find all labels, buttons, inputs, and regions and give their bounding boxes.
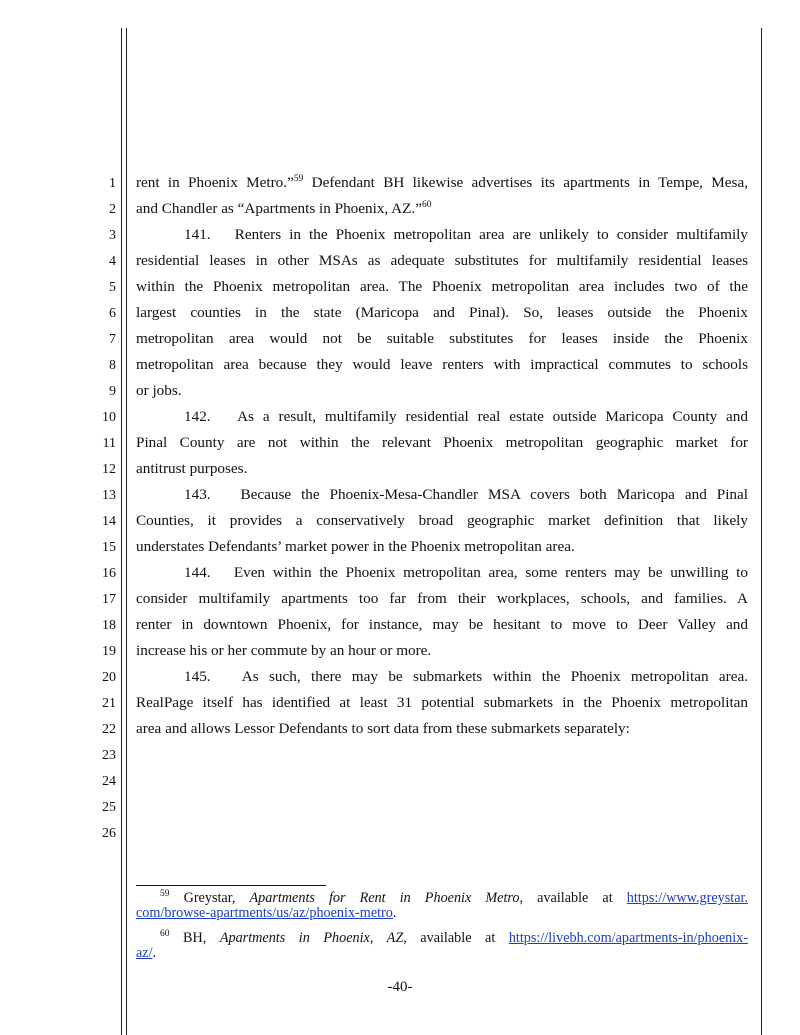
line-number: 9 xyxy=(109,384,116,399)
footnote-60-link-cont[interactable]: az/ xyxy=(136,945,153,961)
paragraph-145-start: 145. As such, there may be submarkets within the Phoenix metropolitan area. xyxy=(184,668,748,685)
line-number: 11 xyxy=(102,436,116,451)
footnote-60-cont: az/. xyxy=(136,945,157,961)
line-number: 20 xyxy=(102,670,116,685)
body-line: increase his or her commute by an hour or more. xyxy=(136,642,432,659)
left-margin-rule-inner xyxy=(126,28,127,1035)
line-number: 24 xyxy=(102,774,116,789)
paragraph-142-start: 142. As a result, multifamily residential real estate outside Maricopa County and xyxy=(184,408,748,425)
body-line: Counties, it provides a conservatively broad geographic market definition that likely xyxy=(136,512,748,529)
left-margin-rule-outer xyxy=(121,28,122,1035)
line-number: 17 xyxy=(102,592,116,607)
page-number: -40- xyxy=(387,979,413,995)
paragraph-141-start: 141. Renters in the Phoenix metropolitan area are unlikely to consider multifamily xyxy=(184,226,748,243)
footnote-separator xyxy=(136,885,326,886)
body-line: metropolitan area because they would leave renters with impractical commutes to schools xyxy=(136,356,748,373)
footnote-60-link[interactable]: https://livebh.com/apartments-in/phoenix- xyxy=(508,930,748,946)
line-number: 2 xyxy=(109,202,116,217)
line-number: 1 xyxy=(109,176,116,191)
body-line: residential leases in other MSAs as adequate substitutes for multifamily residential leases xyxy=(136,252,748,269)
body-line: RealPage itself has identified at least 31 potential submarkets in the Phoenix metropolitan xyxy=(136,694,748,711)
right-margin-rule xyxy=(761,28,762,1035)
line-number: 6 xyxy=(109,306,116,321)
line-number: 22 xyxy=(102,722,116,737)
line-number: 8 xyxy=(109,358,116,373)
line-number: 12 xyxy=(102,462,116,477)
line-number: 23 xyxy=(102,748,116,763)
line-number: 25 xyxy=(102,800,116,815)
body-line: metropolitan area would not be suitable substitutes for leases inside the Phoenix xyxy=(136,330,748,347)
body-line: antitrust purposes. xyxy=(136,460,248,477)
body-line: largest counties in the state (Maricopa and Pinal). So, leases outside the Phoenix xyxy=(136,304,748,321)
body-line: consider multifamily apartments too far from their workplaces, schools, and families. A xyxy=(136,590,748,607)
footnote-60: $^{60}$ BH, Apartments in Phoenix, AZ, available at https://livebh.com/apartments-in/phoenix- xyxy=(160,929,748,946)
footnote-59-cont: com/browse-apartments/us/az/phoenix-metro. xyxy=(136,905,397,921)
line-number: 13 xyxy=(102,488,116,503)
body-line: or jobs. xyxy=(136,382,182,399)
footnote-59: $^{59}$ Greystar, Apartments for Rent in Phoenix Metro, available at https://www.greystar. xyxy=(160,889,748,906)
line-number: 16 xyxy=(102,566,116,581)
line-number: 21 xyxy=(102,696,116,711)
line-number: 5 xyxy=(109,280,116,295)
line-number: 26 xyxy=(102,826,116,841)
footnote-59-link-cont[interactable]: com/browse-apartments/us/az/phoenix-metro xyxy=(136,905,393,921)
paragraph-143-start: 143. Because the Phoenix-Mesa-Chandler MSA covers both Maricopa and Pinal xyxy=(184,486,748,503)
body-line: Pinal County are not within the relevant Phoenix metropolitan geographic market for xyxy=(136,434,748,451)
line-number: 19 xyxy=(102,644,116,659)
line-number: 4 xyxy=(109,254,116,269)
footnote-59-link[interactable]: https://www.greystar. xyxy=(626,890,748,906)
body-line: area and allows Lessor Defendants to sort data from these submarkets separately: xyxy=(136,720,630,737)
line-number: 18 xyxy=(102,618,116,633)
line-number: 15 xyxy=(102,540,116,555)
body-line: and Chandler as “Apartments in Phoenix, AZ.”$^{60}$ xyxy=(136,200,432,217)
line-number: 7 xyxy=(109,332,116,347)
line-number: 14 xyxy=(102,514,116,529)
footnote-ref[interactable]: 59 xyxy=(293,174,304,184)
line-number: 3 xyxy=(109,228,116,243)
paragraph-144-start: 144. Even within the Phoenix metropolitan area, some renters may be unwilling to xyxy=(184,564,748,581)
body-line: rent in Phoenix Metro.”$^{59}$ Defendant BH likewise advertises its apartments in Tempe, Mesa, xyxy=(136,174,748,191)
footnote-ref[interactable]: 60 xyxy=(421,200,432,210)
body-line: renter in downtown Phoenix, for instance, may be hesitant to move to Deer Valley and xyxy=(136,616,748,633)
line-number: 10 xyxy=(102,410,116,425)
body-line: within the Phoenix metropolitan area. The Phoenix metropolitan area includes two of the xyxy=(136,278,748,295)
body-line: understates Defendants’ market power in the Phoenix metropolitan area. xyxy=(136,538,575,555)
